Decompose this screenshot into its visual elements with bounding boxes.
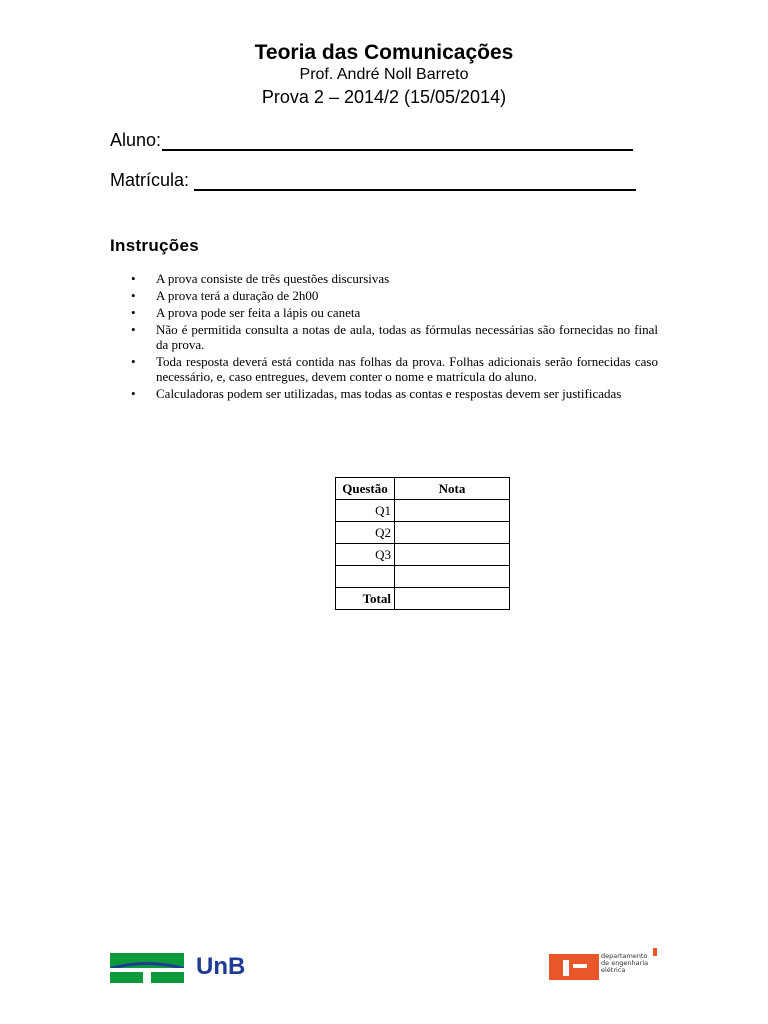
nota-header: Nota (395, 478, 510, 500)
grade-cell (395, 522, 510, 544)
matricula-blank-line (194, 169, 636, 191)
matricula-label: Matrícula: (110, 170, 190, 190)
aluno-label: Aluno: (110, 130, 162, 150)
grade-table-header (336, 478, 510, 500)
matricula-field (110, 169, 636, 191)
instruction-item: • Não é permitida consulta a notas de aula, todas as fórmulas necessárias são fornecidas no final da prova. (110, 322, 658, 352)
question-cell: Q3 (336, 544, 395, 566)
unb-logo-white-column (143, 968, 151, 983)
ene-line: departamento (601, 952, 648, 960)
instruction-item: • Toda resposta deverá está contida nas folhas da prova. Folhas adicionais serão fornecidas caso necessário, e, caso entregues, devem conter o nome e matrícula do aluno. (110, 354, 658, 384)
table-row (336, 522, 510, 544)
questao-header: Questão (336, 478, 395, 500)
total-cell: Total (336, 588, 395, 610)
aluno-field (110, 129, 633, 151)
aluno-blank-line (162, 129, 633, 151)
instructions-list (110, 271, 658, 403)
question-cell: Q1 (336, 500, 395, 522)
instruction-item: • A prova terá a duração de 2h00 (110, 288, 658, 303)
instruction-item: • A prova pode ser feita a lápis ou caneta (110, 305, 658, 320)
ene-logo-white-dash (573, 964, 587, 968)
table-row (336, 500, 510, 522)
table-row (336, 544, 510, 566)
grade-cell (395, 544, 510, 566)
ene-line: de engenharia (601, 959, 649, 967)
grade-cell (395, 588, 510, 610)
unb-wordmark: UnB (196, 953, 246, 980)
question-cell (336, 566, 395, 588)
exam-info: Prova 2 – 2014/2 (15/05/2014) (261, 87, 507, 107)
table-row (336, 588, 510, 610)
ene-line: elétrica (601, 966, 626, 974)
professor-name: Prof. André Noll Barreto (299, 66, 469, 83)
ene-wordmark (601, 953, 648, 974)
instruction-item: • A prova consiste de três questões discursivas (110, 271, 658, 286)
question-cell: Q2 (336, 522, 395, 544)
instruction-item: • Calculadoras podem ser utilizadas, mas todas as contas e respostas devem ser justificadas (110, 386, 658, 401)
table-row (336, 566, 510, 588)
ene-logo-mark (653, 948, 657, 956)
grade-table (335, 477, 510, 610)
exam-title: Teoria das Comunicações (254, 41, 514, 64)
ene-logo-white-bar (563, 960, 569, 976)
instructions-heading: Instruções (110, 236, 199, 255)
grade-cell (395, 566, 510, 588)
grade-cell (395, 500, 510, 522)
